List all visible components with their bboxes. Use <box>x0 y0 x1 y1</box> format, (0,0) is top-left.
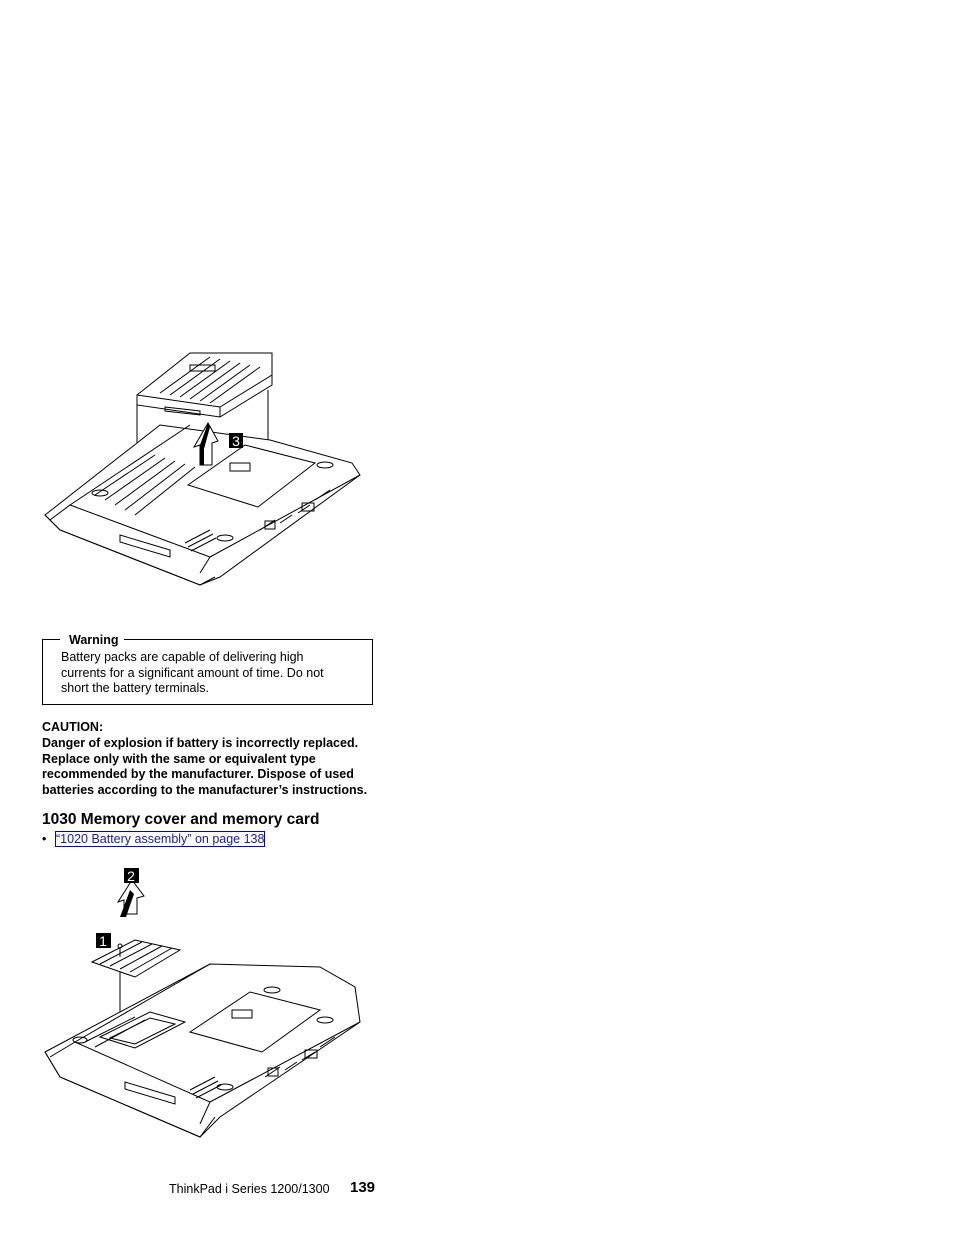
callout-3: 3 <box>232 433 240 449</box>
warning-line: Battery packs are capable of delivering high <box>61 650 304 664</box>
caution-line: Replace only with the same or equivalent type <box>42 751 316 766</box>
caution-line: recommended by the manufacturer. Dispose of used <box>42 767 354 782</box>
footer-title: ThinkPad i Series 1200/1300 <box>169 1182 330 1196</box>
caution-text <box>42 736 382 798</box>
warning-line: currents for a significant amount of time. Do not <box>61 665 324 680</box>
bullet: • <box>42 832 47 846</box>
warning-line: short the battery terminals. <box>61 681 209 696</box>
memory-cover-figure <box>40 862 370 1140</box>
callout-1: 1 <box>99 933 107 949</box>
section-heading: 1030 Memory cover and memory card <box>42 811 320 828</box>
caution-line: batteries according to the manufacturer’s instructions. <box>42 782 368 797</box>
caution-line: Danger of explosion if battery is incorrectly replaced. <box>42 736 359 750</box>
battery-assembly-link[interactable]: “1020 Battery assembly” on page 138 <box>56 832 265 846</box>
page-number: 139 <box>350 1179 376 1196</box>
warning-text <box>61 650 361 697</box>
warning-title: Warning <box>69 633 119 647</box>
battery-removal-figure <box>40 345 370 590</box>
prerequisite-item <box>42 832 265 846</box>
callout-2: 2 <box>127 868 135 884</box>
caution-label: CAUTION: <box>42 720 104 734</box>
